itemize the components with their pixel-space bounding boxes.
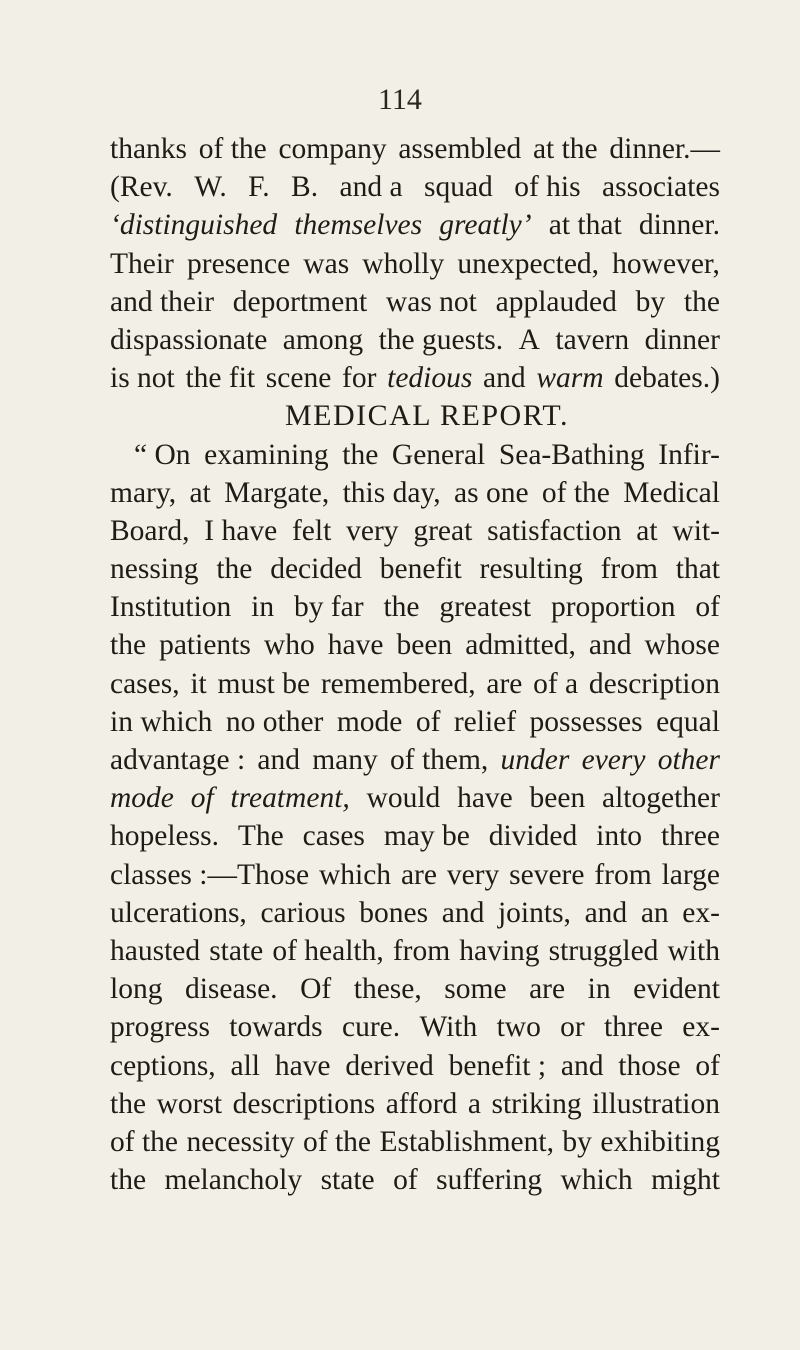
text-line: advantage : and many of them, under every other [110, 744, 720, 776]
text-line: the patients who have been admitted, and whose [110, 629, 720, 662]
text-line: mary, at Margate, this day, as one of the Medical [110, 476, 720, 509]
page-text [110, 130, 720, 1199]
section-heading: MEDICAL REPORT. [284, 399, 570, 433]
text-line: thanks of the company assembled at the dinner.— [110, 133, 720, 165]
text-line: the worst descriptions afford a striking illustration [110, 1087, 720, 1120]
text-line: Board, I have felt very great satisfaction at wit- [110, 514, 720, 547]
text-line: ulcerations, carious bones and joints, and an ex- [110, 896, 720, 929]
text-line: ‘distinguished themselves greatly’ at that dinner. [110, 209, 720, 242]
text-line: classes :—Those which are very severe from large [110, 858, 720, 891]
text-line: in which no other mode of relief possesses equal [110, 705, 720, 738]
text-line: is not the fit scene for tedious and warm debates.) [110, 362, 720, 395]
text-line: progress towards cure. With two or three ex- [110, 1011, 720, 1044]
text-line: cases, it must be remembered, are of a description [110, 667, 720, 700]
text-line: (Rev. W. F. B. and a squad of his associates [110, 171, 720, 204]
text-line: hausted state of health, from having struggled with [110, 934, 720, 967]
page-number: 114 [378, 83, 422, 116]
text-line: dispassionate among the guests. A tavern dinner [110, 323, 720, 356]
text-line: “ On examining the General Sea-Bathing Infir- [134, 438, 720, 471]
text-line: the melancholy state of suffering which might [110, 1164, 720, 1197]
text-line: Institution in by far the greatest proportion of [110, 591, 720, 624]
text-line: long disease. Of these, some are in evident [110, 973, 720, 1006]
text-line: nessing the decided benefit resulting from that [110, 553, 720, 586]
text-line: and their deportment was not applauded by the [110, 285, 720, 318]
text-line: of the necessity of the Establishment, by exhibiting [110, 1125, 720, 1158]
text-line: Their presence was wholly unexpected, however, [110, 247, 720, 280]
text-line: mode of treatment, would have been altogether [110, 782, 720, 815]
text-line: ceptions, all have derived benefit ; and those of [110, 1049, 720, 1082]
text-line: hopeless. The cases may be divided into three [110, 820, 720, 853]
